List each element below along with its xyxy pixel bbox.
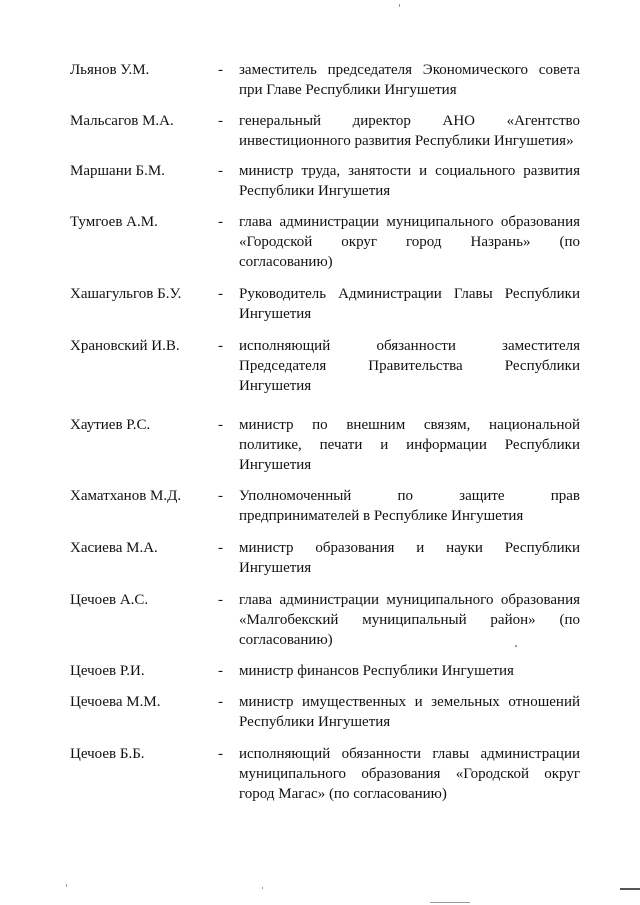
member-name: Хаматханов М.Д.	[70, 488, 182, 504]
position-line: министр образования и науки Республики	[239, 540, 580, 556]
position-line: Руководитель Администрации Главы Республики	[239, 286, 580, 302]
member-name: Цечоев Р.И.	[70, 663, 145, 679]
member-position	[239, 590, 580, 650]
member-position	[239, 486, 580, 526]
separator-dash: -	[218, 163, 223, 179]
position-line: политике, печати и информации Республики	[239, 437, 580, 453]
position-line: муниципального образования «Городской округ	[239, 766, 580, 782]
separator-dash: -	[218, 592, 223, 608]
position-line: Ингушетия	[239, 457, 312, 473]
position-line: Председателя Правительства Республики	[239, 358, 580, 374]
member-name: Хасиева М.А.	[70, 540, 158, 556]
position-line: Республики Ингушетия	[239, 183, 391, 199]
position-line: заместитель председателя Экономического совета	[239, 62, 580, 78]
position-line: согласованию)	[239, 632, 333, 648]
separator-dash: -	[218, 417, 223, 433]
member-position	[239, 692, 580, 732]
member-name: Храновский И.В.	[70, 338, 180, 354]
separator-dash: -	[218, 113, 223, 129]
scan-edge-mark	[620, 888, 640, 890]
member-position	[239, 538, 580, 578]
position-line: согласованию)	[239, 254, 333, 270]
member-position	[239, 212, 580, 272]
position-line: «Малгобекский муниципальный район» (по	[239, 612, 580, 628]
position-line: министр финансов Республики Ингушетия	[239, 663, 514, 679]
position-line: исполняющий обязанности главы администрации	[239, 746, 580, 762]
member-position	[239, 60, 580, 100]
member-name: Мальсагов М.А.	[70, 113, 174, 129]
member-position	[239, 111, 580, 151]
member-name: Льянов У.М.	[70, 62, 150, 78]
separator-dash: -	[218, 214, 223, 230]
position-line: предпринимателей в Республике Ингушетия	[239, 508, 524, 524]
position-line: Ингушетия	[239, 378, 312, 394]
member-position	[239, 415, 580, 475]
position-line: исполняющий обязанности заместителя	[239, 338, 580, 354]
separator-dash: -	[218, 746, 223, 762]
separator-dash: -	[218, 488, 223, 504]
scan-speck	[262, 887, 263, 889]
member-name: Цечоев А.С.	[70, 592, 149, 608]
member-name: Цечоева М.М.	[70, 694, 161, 710]
member-name: Маршани Б.М.	[70, 163, 165, 179]
position-line: «Городской округ город Назрань» (по	[239, 234, 580, 250]
position-line: Ингушетия	[239, 306, 312, 322]
position-line: министр имущественных и земельных отношений	[239, 694, 580, 710]
position-line: город Магас» (по согласованию)	[239, 786, 447, 802]
member-position	[239, 336, 580, 396]
member-position	[239, 284, 580, 324]
separator-dash: -	[218, 663, 223, 679]
position-line: министр труда, занятости и социального развития	[239, 163, 580, 179]
scan-speck	[399, 4, 400, 7]
position-line: Ингушетия	[239, 560, 312, 576]
position-line: глава администрации муниципального образования	[239, 214, 580, 230]
position-line: министр по внешним связям, национальной	[239, 417, 580, 433]
position-line: инвестиционного развития Республики Ингушетия»	[239, 133, 574, 149]
separator-dash: -	[218, 62, 223, 78]
scan-speck	[66, 884, 67, 887]
member-position	[239, 661, 580, 681]
member-position	[239, 161, 580, 201]
position-line: Уполномоченный по защите прав	[239, 488, 580, 504]
separator-dash: -	[218, 540, 223, 556]
member-name: Хашагульгов Б.У.	[70, 286, 182, 302]
position-line: при Главе Республики Ингушетия	[239, 82, 457, 98]
position-line: генеральный директор АНО «Агентство	[239, 113, 580, 129]
separator-dash: -	[218, 286, 223, 302]
member-position	[239, 744, 580, 804]
scan-speck	[430, 902, 470, 903]
scan-speck	[515, 645, 517, 647]
separator-dash: -	[218, 338, 223, 354]
position-line: глава администрации муниципального образования	[239, 592, 580, 608]
member-name: Хаутиев Р.С.	[70, 417, 151, 433]
member-name: Тумгоев А.М.	[70, 214, 158, 230]
separator-dash: -	[218, 694, 223, 710]
member-name: Цечоев Б.Б.	[70, 746, 145, 762]
position-line: Республики Ингушетия	[239, 714, 391, 730]
